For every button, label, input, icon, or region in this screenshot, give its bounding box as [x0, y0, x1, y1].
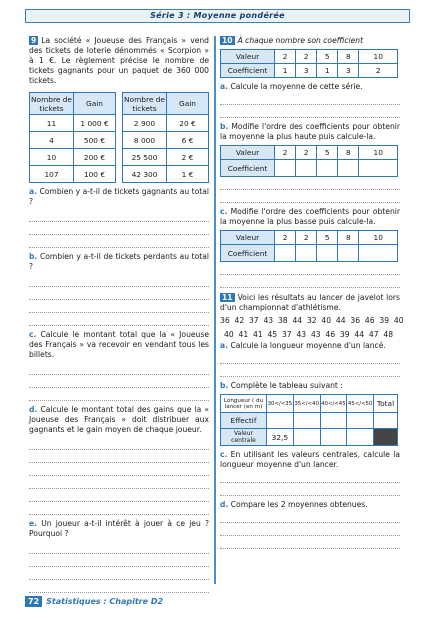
ex9-question-a [29, 187, 209, 207]
ex10-intro-text: À chaque nombre son coefficient [237, 36, 364, 45]
ex10-question-a [220, 82, 400, 92]
ex10-table-c [220, 230, 398, 262]
answer-lines-c[interactable] [29, 362, 209, 401]
table-cell: 1 [317, 64, 338, 78]
table-cell: 42 300 [123, 166, 167, 183]
class-header: 40</<45 [320, 395, 347, 413]
table-cell: 5 [317, 50, 338, 64]
row-label-valeur: Valeur [221, 231, 275, 245]
question-text: Modifie l'ordre des coefficients pour obtenir la moyenne la plus haute puis calcule-la. [220, 122, 400, 141]
input-cell[interactable] [320, 429, 347, 446]
input-cell[interactable] [338, 245, 359, 262]
answer-lines-10c[interactable] [220, 262, 400, 288]
ex9-question-e [29, 519, 209, 539]
input-cell[interactable] [374, 413, 398, 429]
column-divider [214, 36, 216, 584]
answer-lines-11a[interactable] [220, 351, 400, 377]
ex9-question-d [29, 405, 209, 435]
table-cell: 8 [338, 146, 359, 160]
question-text: Calcule la longueur moyenne d'un lancé. [230, 341, 386, 350]
question-label: b. [29, 252, 38, 261]
answer-lines-b[interactable] [29, 274, 209, 326]
answer-lines-10a[interactable] [220, 92, 400, 118]
answer-lines-11d[interactable] [220, 510, 400, 549]
input-cell[interactable] [338, 160, 359, 177]
ex10-number: 10 [222, 36, 233, 45]
ex11-intro [220, 293, 400, 313]
corner-cell: Longueur ( du lancer (en m) [221, 395, 267, 413]
table-cell: 3 [296, 64, 317, 78]
input-cell[interactable] [267, 413, 294, 429]
answer-lines-10b[interactable] [220, 177, 400, 203]
question-text: Compare les 2 moyennes obtenues. [230, 500, 368, 509]
answer-lines-a[interactable] [29, 209, 209, 248]
input-cell[interactable] [347, 413, 374, 429]
input-cell[interactable] [296, 245, 317, 262]
question-text: Combien y a-t-il de tickets perdants au total ? [29, 252, 209, 271]
table-cell: 2 [275, 146, 296, 160]
question-label: c. [29, 330, 37, 339]
table-cell: 11 [30, 115, 74, 132]
series-banner: Série 3 : Moyenne pondérée [25, 9, 410, 23]
col-header-tickets: Nombre de tickets [124, 94, 165, 113]
table-cell: 8 [338, 50, 359, 64]
ex10-question-c [220, 207, 400, 227]
chapter-title: Statistiques : Chapitre D2 [46, 596, 164, 606]
input-cell[interactable] [275, 245, 296, 262]
table-cell: 5 [317, 231, 338, 245]
table-cell: 20 € [167, 115, 209, 132]
table-cell: 10 [30, 149, 74, 166]
row-label-valeur-centrale: Valeur centrale [221, 429, 267, 446]
ex9-question-c [29, 330, 209, 360]
table-cell: 2 [359, 64, 398, 78]
table-cell: 2 [296, 231, 317, 245]
table-cell: 3 [338, 64, 359, 78]
question-label: a. [220, 82, 229, 91]
table-cell: 2 [296, 50, 317, 64]
input-cell[interactable] [317, 245, 338, 262]
table-cell: 5 [317, 146, 338, 160]
input-cell[interactable] [296, 160, 317, 177]
input-cell[interactable] [347, 429, 374, 446]
ticket-tables [29, 92, 209, 183]
answer-lines-d[interactable] [29, 437, 209, 515]
table-cell: 8 [338, 231, 359, 245]
ex9-intro-text: La société « Joueuse des Français » vend des tickets de loterie dénommés « Scorpion » à 1 €. Le règlement précise le nombre de tickets gagnants pour un paquet de 360 000 tickets. [29, 36, 209, 85]
answer-lines-11c[interactable] [220, 470, 400, 496]
ticket-table-left [29, 92, 116, 183]
input-cell[interactable] [320, 413, 347, 429]
row-label-valeur: Valeur [221, 146, 275, 160]
table-cell: 10 [359, 50, 398, 64]
results-line-1: 36 42 37 43 38 44 32 40 44 36 46 39 40 [220, 316, 404, 325]
exercise-9 [29, 36, 209, 593]
question-label: a. [29, 187, 38, 196]
ex11-intro-text: Voici les résultats au lancer de javelot lors d'un championnat d'athlétisme. [220, 293, 400, 312]
row-label-coefficient: Coefficient [221, 245, 275, 262]
class-header: 30</<35 [267, 395, 294, 413]
question-text: Calcule le montant total que la « Joueuse des Français » va recevoir en vendant tous les billets. [29, 330, 209, 359]
page-number: 72 [25, 596, 42, 607]
table-cell: 1 [275, 64, 296, 78]
question-label: d. [220, 500, 229, 509]
question-text: Modifie l'ordre des coefficients pour obtenir la moyenne la plus basse puis calcule-la. [220, 207, 400, 226]
ex11-question-a [220, 341, 400, 351]
ex11-question-c [220, 450, 400, 470]
ex10-question-b [220, 122, 400, 142]
table-cell: 2 [296, 146, 317, 160]
row-label-coefficient: Coefficient [221, 160, 275, 177]
table-cell: 10 [359, 146, 398, 160]
table-cell: 100 € [74, 166, 116, 183]
col-header-tickets: Nombre de tickets [31, 94, 72, 113]
results-line-2: 40 41 41 45 37 43 43 46 39 44 47 48 [224, 330, 394, 339]
question-label: c. [220, 207, 228, 216]
answer-lines-e[interactable] [29, 541, 209, 593]
question-label: c. [220, 450, 228, 459]
table-cell: 10 [359, 231, 398, 245]
question-label: e. [29, 519, 38, 528]
table-cell: 107 [30, 166, 74, 183]
class-header: 35</<40 [293, 395, 320, 413]
ex11-number: 11 [222, 293, 233, 302]
ex10-intro [220, 36, 400, 46]
table-cell: 4 [30, 132, 74, 149]
ex10-table [220, 49, 398, 78]
input-cell[interactable] [275, 160, 296, 177]
row-label-coefficient: Coefficient [221, 64, 275, 78]
ex11-question-b [220, 381, 400, 391]
table-cell: 2 [275, 50, 296, 64]
ex10-table-b [220, 145, 398, 177]
shaded-cell [374, 429, 398, 446]
total-header: Total [374, 395, 398, 413]
ex9-intro [29, 36, 209, 86]
class-header: 45</<50 [347, 395, 374, 413]
question-text: Combien y a-t-il de tickets gagnants au total ? [29, 187, 209, 206]
ex9-question-b [29, 252, 209, 272]
table-cell: 32,5 [267, 429, 294, 446]
table-cell: 6 € [167, 132, 209, 149]
question-text: Calcule la moyenne de cette série. [230, 82, 363, 91]
table-cell: 1 € [167, 166, 209, 183]
table-cell: 200 € [74, 149, 116, 166]
table-cell: 500 € [74, 132, 116, 149]
input-cell[interactable] [317, 160, 338, 177]
question-label: a. [220, 341, 229, 350]
ticket-table-right [122, 92, 209, 183]
question-text: Calcule le montant total des gains que la « Joueuse des Français » doit distribuer aux gagnants et le gain moyen de chaque joueur. [29, 405, 209, 434]
input-cell[interactable] [359, 245, 398, 262]
question-text: Un joueur a-t-il intérêt à jouer à ce jeu ? Pourquoi ? [29, 519, 210, 538]
question-label: b. [220, 381, 229, 390]
ex11-class-table [220, 394, 398, 446]
table-cell: 8 000 [123, 132, 167, 149]
table-cell: 2 [275, 231, 296, 245]
input-cell[interactable] [293, 413, 320, 429]
col-header-gain: Gain [167, 93, 209, 115]
question-label: d. [29, 405, 38, 414]
table-cell: 2 € [167, 149, 209, 166]
input-cell[interactable] [293, 429, 320, 446]
col-header-gain: Gain [74, 93, 116, 115]
table-cell: 25 500 [123, 149, 167, 166]
question-text: En utilisant les valeurs centrales, calcule la longueur moyenne d'un lancer. [220, 450, 400, 469]
ex11-question-d [220, 500, 400, 510]
exercise-10-11 [220, 36, 404, 549]
question-label: b. [220, 122, 229, 131]
table-cell: 1 000 € [74, 115, 116, 132]
table-cell: 2 900 [123, 115, 167, 132]
row-label-valeur: Valeur [221, 50, 275, 64]
row-label-effectif: Effectif [221, 413, 267, 429]
question-text: Complète le tableau suivant : [230, 381, 343, 390]
page-footer [25, 594, 163, 608]
input-cell[interactable] [359, 160, 398, 177]
ex9-number: 9 [31, 36, 37, 45]
